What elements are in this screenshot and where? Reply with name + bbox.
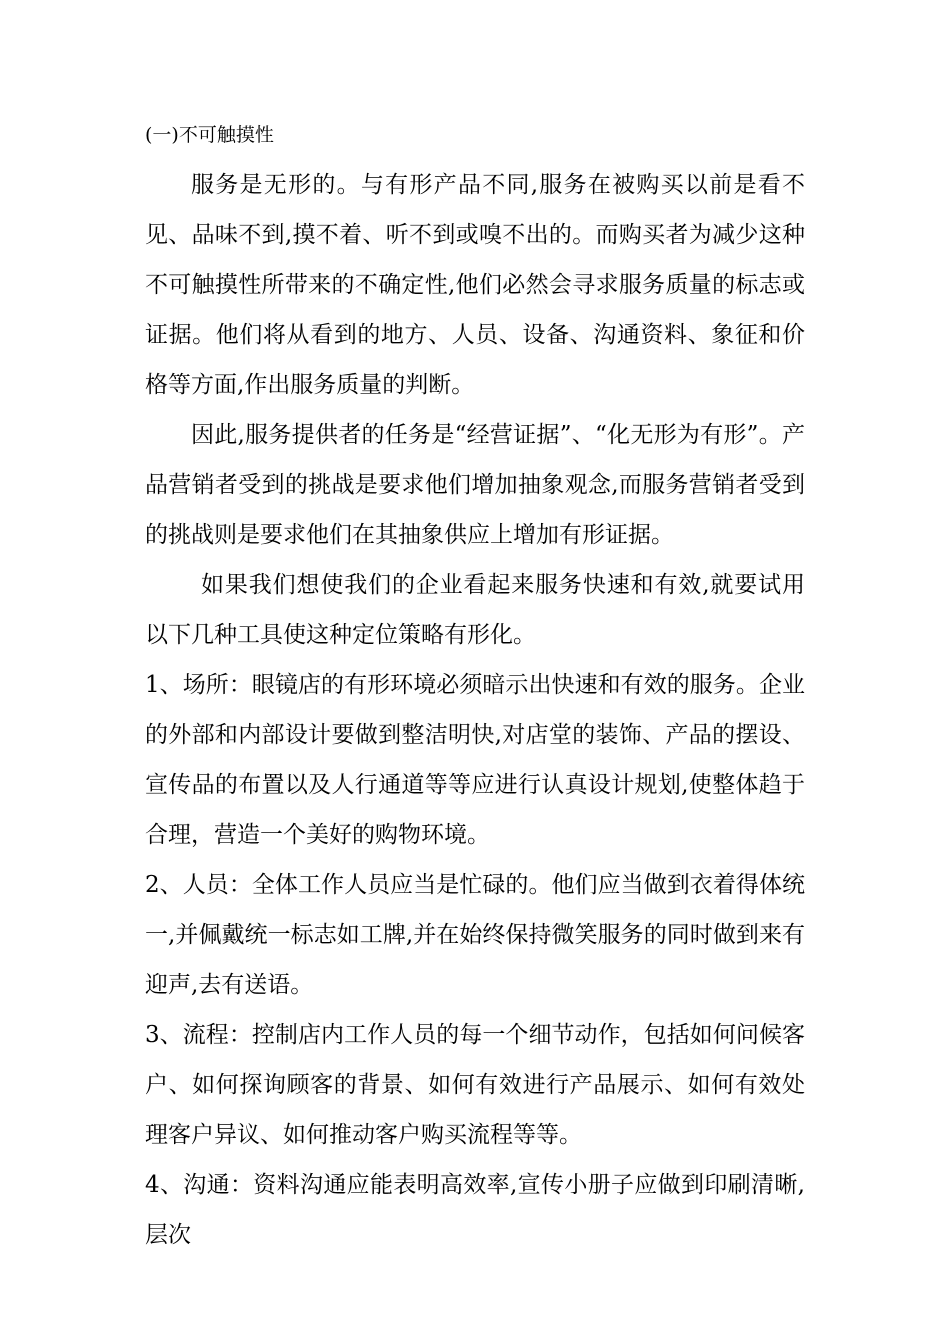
section-heading: (一)不可触摸性 [145,124,274,146]
document-page [145,110,805,1260]
paragraph-item-communication: 4、沟通：资料沟通应能表明高效率,宣传小册子应做到印刷清晰,层次 [145,1172,805,1248]
paragraph-tools: 如果我们想使我们的企业看起来服务快速和有效,就要试用以下几种工具使这种定位策略有形化。 [145,572,805,648]
paragraph-item-process: 3、流程：控制店内工作人员的每一个细节动作，包括如何问候客户、如何探询顾客的背景、如何有效进行产品展示、如何有效处理客户异议、如何推动客户购买流程等等。 [145,1022,805,1148]
paragraph-item-people: 2、人员：全体工作人员应当是忙碌的。他们应当做到衣着得体统一,并佩戴统一标志如工牌,并在始终保持微笑服务的同时做到来有迎声,去有送语。 [145,872,805,998]
paragraph-item-place: 1、场所：眼镜店的有形环境必须暗示出快速和有效的服务。企业的外部和内部设计要做到整洁明快,对店堂的装饰、产品的摆设、宣传品的布置以及人行通道等等应进行认真设计规划,使整体趋于合理，营造一个美好的购物环境。 [145,672,805,848]
paragraph-intangibility: 服务是无形的。与有形产品不同,服务在被购买以前是看不见、品味不到,摸不着、听不到或嗅不出的。而购买者为减少这种不可触摸性所带来的不确定性,他们必然会寻求服务质量的标志或证据。他们将从看到的地方、人员、设备、沟通资料、象征和价格等方面,作出服务质量的判断。 [145,172,805,398]
paragraph-evidence: 因此,服务提供者的任务是“经营证据”、“化无形为有形”。产品营销者受到的挑战是要求他们增加抽象观念,而服务营销者受到的挑战则是要求他们在其抽象供应上增加有形证据。 [145,422,805,548]
